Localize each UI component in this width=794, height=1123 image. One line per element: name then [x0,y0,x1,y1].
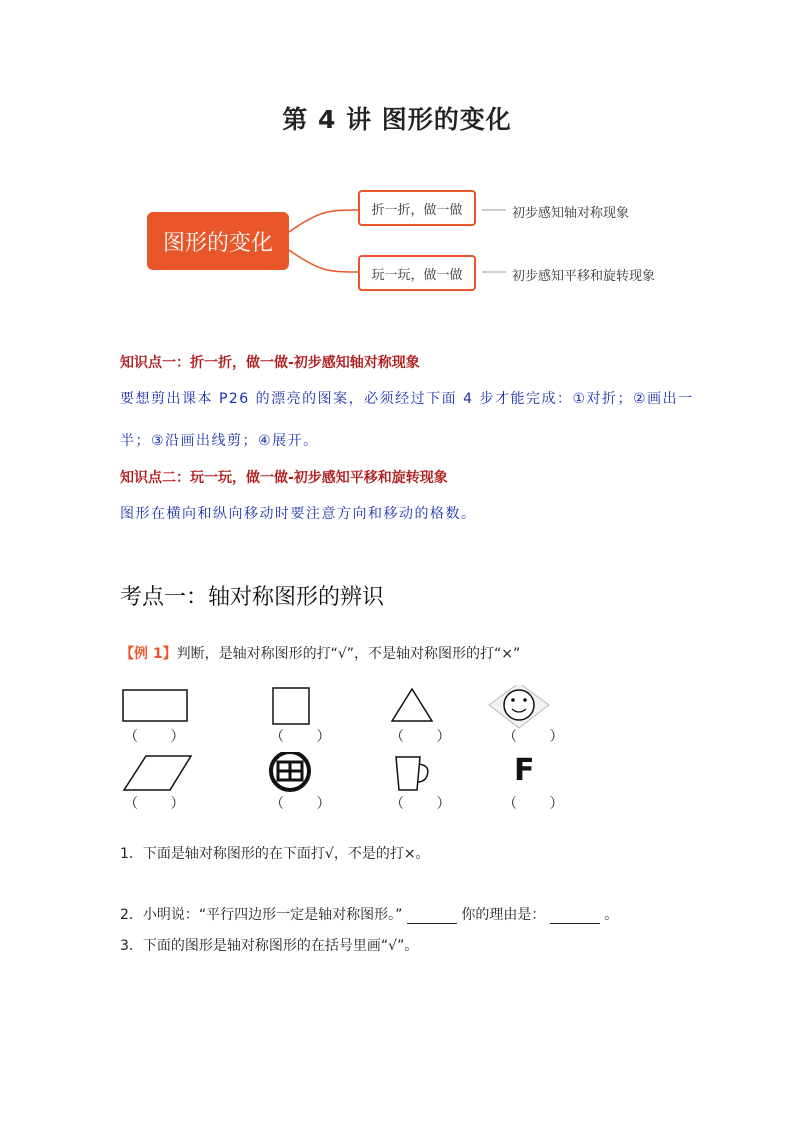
mindmap-root: 图形的变化 [147,212,289,270]
mindmap-branch-fold: 折一折，做一做 [358,190,476,226]
rectangle-shape [123,690,187,721]
question-2-prompt: 2．小明说：“平行四边形一定是轴对称图形。” [120,907,403,923]
question-1: 1．下面是轴对称图形的在下面打√，不是的打×。 [120,846,430,862]
question-3: 3．下面的图形是轴对称图形的在括号里画“√”。 [120,938,419,954]
example-text: 判断，是轴对称图形的打“√”，不是轴对称图形的打“×” [176,646,521,662]
answer-paren-3[interactable]: （ ） [390,729,465,745]
answer-paren-7[interactable]: （ ） [390,796,465,812]
example-tag: 【例 1】 [120,646,177,662]
question-2 [120,904,618,924]
answer-paren-4[interactable]: （ ） [503,729,578,745]
answer-paren-8[interactable]: （ ） [503,796,578,812]
knowledge-point-2-title: 知识点二：玩一玩，做一做-初步感知平移和旋转现象 [120,470,448,486]
smiley-diamond-shape [489,685,549,728]
knowledge-point-1-title: 知识点一：折一折，做一做-初步感知轴对称现象 [120,355,420,371]
bank-logo-shape [271,752,309,790]
knowledge-point-1-line-1: 要想剪出课本 P26 的漂亮的图案，必须经过下面 4 步才能完成：①对折；②画出一 [120,391,694,407]
parallelogram-shape [124,756,191,790]
answer-paren-1[interactable]: （ ） [124,729,199,745]
mindmap-leaf-symmetry: 初步感知轴对称现象 [512,206,630,221]
answer-paren-2[interactable]: （ ） [270,729,345,745]
knowledge-point-2-line-1: 图形在横向和纵向移动时要注意方向和移动的格数。 [120,506,477,522]
square-shape [273,688,309,724]
answer-blank-1[interactable] [407,909,457,924]
shape-row-2 [120,752,560,797]
letter-f-shape: F [514,753,535,788]
question-2-end: 。 [604,907,619,923]
section-title: 考点一：轴对称图形的辨识 [120,585,385,610]
example-1 [120,643,520,663]
page-title: 第 4 讲 图形的变化 [282,105,512,134]
mindmap-branch-play: 玩一玩，做一做 [358,255,476,291]
answer-blank-2[interactable] [550,909,600,924]
mindmap-leaf-translation: 初步感知平移和旋转现象 [512,269,656,284]
shape-row-1 [120,685,560,730]
answer-paren-5[interactable]: （ ） [124,796,199,812]
answer-paren-6[interactable]: （ ） [270,796,345,812]
triangle-shape [392,689,432,721]
mug-shape [396,757,428,790]
knowledge-point-1-line-2: 半；③沿画出线剪；④展开。 [120,433,319,449]
question-2-reason-label: 你的理由是： [461,907,546,923]
